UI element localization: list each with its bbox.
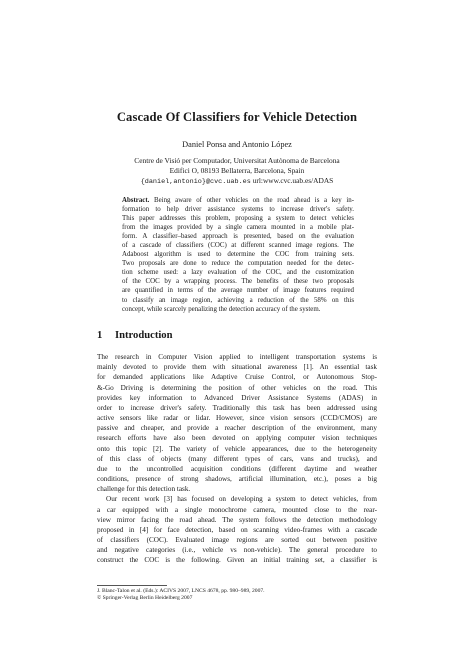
- body-line: for demanded applications like Adaptive Cruise Control, or Autonomous Stop-: [97, 373, 377, 382]
- abstract-line: of a cascade of classifiers (COC) at different scanned image regions. The: [122, 242, 354, 250]
- section-heading: [97, 330, 173, 341]
- affiliation-email: {daniel,antonio}@cvc.uab.es: [140, 178, 251, 186]
- body-line: of classifiers (COC). Evaluated image regions are sorted out between positive: [97, 536, 377, 545]
- abstract-line: This paper addresses this problem, proposing a system to detect vehicles: [122, 215, 354, 223]
- body-line: and negative categories (i.e., vehicle vs non-vehicle). The general procedure to: [97, 546, 377, 555]
- body-line: research efforts have also been devoted on applying computer vision techniques: [97, 434, 377, 443]
- affiliation-institution: Centre de Visió per Computador, Universitat Autònoma de Barcelona: [134, 156, 340, 165]
- copyright-line: © Springer-Verlag Berlin Heidelberg 2007: [97, 595, 193, 602]
- page-footer: [97, 588, 265, 602]
- affiliation-contact: [0, 176, 474, 187]
- body-line: view mirror facing the road ahead. The system follows the detection methodology: [97, 515, 377, 524]
- affiliation-url: url:www.cvc.uab.es/ADAS: [252, 176, 334, 185]
- body-line: passive and cheaper, and provide a reacher description of the environment, many: [97, 424, 377, 433]
- abstract-line: formation to help driver assistance systems to increase driver's safety.: [122, 206, 354, 214]
- body-line: proposed in [4] for face detection, based on scanning video-frames with a cascade: [97, 525, 377, 534]
- abstract-line: are quantified in terms of the average number of image features required: [122, 287, 354, 295]
- abstract-line: Abstract. Being aware of other vehicles on the road ahead is a key in-: [122, 197, 354, 204]
- body-line: The research in Computer Vision applied to intelligent transportation systems is: [97, 353, 377, 361]
- abstract-line: Adaboost algorithm is used to determine the COC from training sets.: [122, 251, 354, 259]
- abstract-line: concept, while scarcely penalizing the detection accuracy of the system.: [122, 305, 321, 313]
- body-line: due to the uncontrolled acquisition conditions (different daytime and weather: [97, 464, 377, 473]
- citation-line: J. Blanc-Talon et al. (Eds.): ACIVS 2007, LNCS 4678, pp. 980–989, 2007.: [97, 588, 265, 594]
- abstract: [122, 196, 354, 314]
- section-number: 1: [97, 330, 103, 341]
- paper-authors: Daniel Ponsa and Antonio López: [182, 140, 292, 149]
- body-line: Our recent work [3] has focused on developing a system to detect vehicles, from: [106, 495, 377, 504]
- paper-title: Cascade Of Classifiers for Vehicle Detection: [116, 110, 358, 124]
- abstract-line: Two proposals are done to reduce the computation needed for the detec-: [122, 260, 354, 268]
- body-line: provides key information to Advanced Driver Assistance Systems (ADAS) in: [97, 393, 377, 402]
- abstract-line: of the COC by a wrapping process. The benefits of these two proposals: [122, 278, 354, 286]
- body-line: onto this topic [2]. The variety of vehicle appearances, due to the heterogeneity: [97, 444, 377, 453]
- abstract-line: tion scheme used: a lazy evaluation of the COC, and the customization: [122, 269, 354, 277]
- introduction-body: [97, 352, 377, 566]
- body-line: challenge for this detection task.: [97, 485, 191, 494]
- body-line: construct the COC is the following. Given an initial training set, a classifier is: [97, 556, 377, 565]
- body-line: of this class of objects (many different types of cars, vans and trucks), and: [97, 454, 377, 463]
- abstract-line: from the images provided by a single camera mounted in a mobile plat-: [122, 224, 354, 232]
- affiliation-block: [0, 156, 474, 187]
- abstract-line: to classify an image region, achieving a reduction of the 58% on this: [122, 296, 354, 304]
- body-line: &-Go Driving is determining the position of other vehicles on the road. This: [97, 383, 377, 392]
- abstract-label: Abstract.: [122, 197, 150, 204]
- body-line: conditions, presence of strong shadows, artificial illumination, etc.), poses a big: [97, 475, 377, 484]
- footnote-rule: [97, 585, 167, 586]
- body-line: order to increase driver's safety. Traditionally this task has been addressed using: [97, 403, 377, 412]
- body-line: mainly devoted to provide them with situational awareness [1]. An essential task: [97, 363, 377, 372]
- abstract-line: form. A classifier–based approach is presented, based on the evaluation: [122, 233, 354, 241]
- section-title: Introduction: [115, 330, 173, 341]
- body-line: active sensors like radar or lidar. However, since vision sensors (CCD/CMOS) are: [97, 414, 377, 423]
- affiliation-address: Edifici O, 08193 Bellaterra, Barcelona, Spain: [169, 166, 305, 175]
- body-line: a car equipped with a single monochrome camera, mounted close to the rear-: [97, 505, 377, 514]
